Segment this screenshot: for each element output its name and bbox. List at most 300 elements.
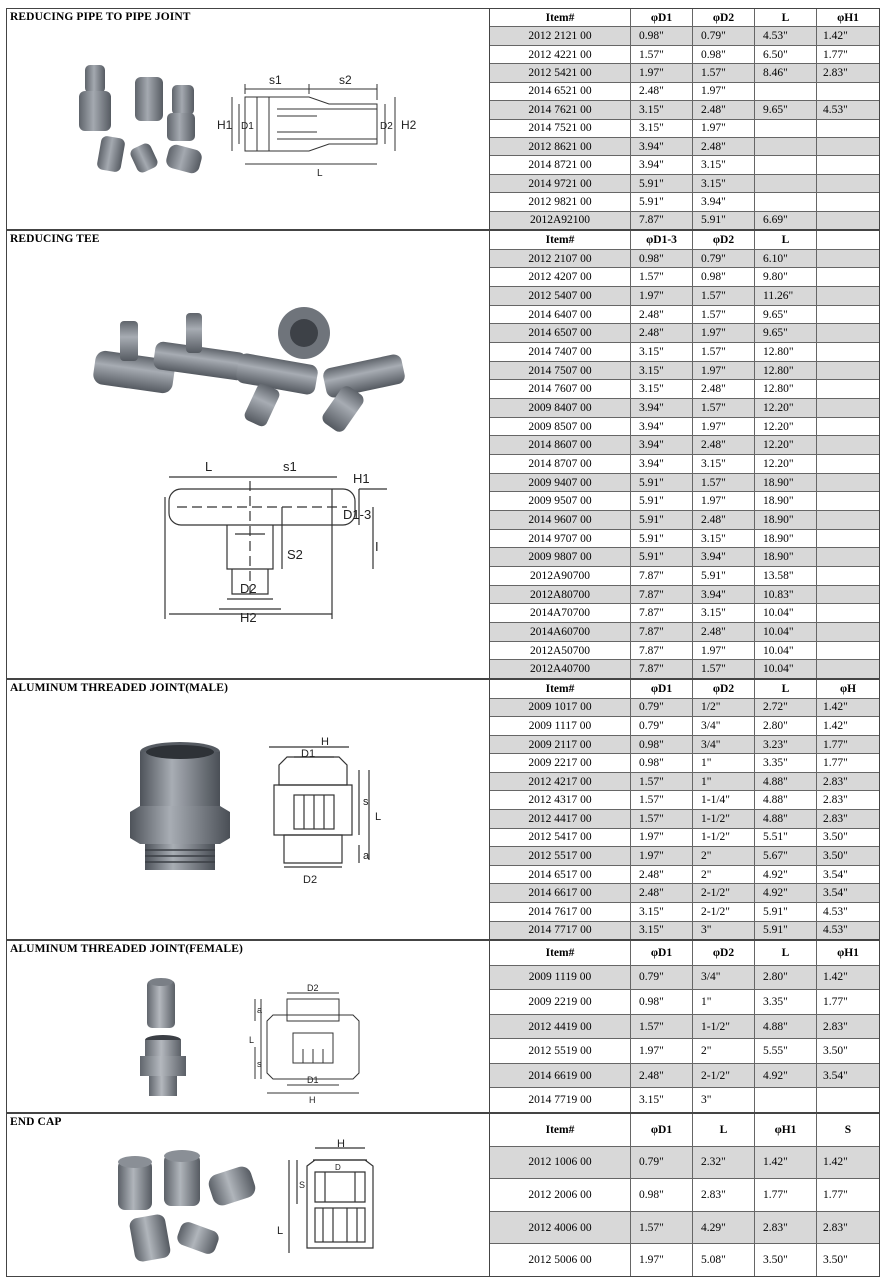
spec-cell <box>817 212 879 229</box>
table-row <box>490 866 879 885</box>
spec-cell: 1.42" <box>823 971 848 984</box>
table-header-row <box>490 231 879 250</box>
table-row <box>490 530 879 549</box>
item-number-cell: 2014 7617 00 <box>490 903 631 921</box>
item-number-cell: 2014 9607 00 <box>490 511 631 529</box>
spec-cell: 1.42" <box>823 30 848 43</box>
item-number-cell: 2012A92100 <box>490 212 631 229</box>
item-number-cell: 2014 7719 00 <box>490 1088 631 1112</box>
spec-cell: 2-1/2" <box>693 1064 755 1088</box>
dim-label-s: s <box>363 796 369 808</box>
spec-cell: 9.80" <box>755 268 817 286</box>
spec-cell <box>817 511 879 529</box>
spec-cell: 13.58" <box>755 567 817 585</box>
spec-cell: 3/4" <box>693 736 755 754</box>
item-number-cell: 2014 9707 00 <box>490 530 631 548</box>
column-header: L <box>755 941 817 965</box>
section-aluminum-female <box>6 940 880 1113</box>
spec-cell: 2.48" <box>631 884 693 902</box>
spec-cell: 1.57" <box>631 1015 693 1039</box>
item-number-cell: 2009 8407 00 <box>490 399 631 417</box>
spec-cell: 1.42" <box>823 701 848 714</box>
column-header: φH <box>839 682 857 695</box>
spec-cell: 1.57" <box>631 773 693 791</box>
spec-cell: 2.83" <box>755 1212 817 1244</box>
spec-cell: 1-1/4" <box>693 791 755 809</box>
item-number-cell: 2014 9721 00 <box>490 175 631 192</box>
spec-cell: 1.77" <box>755 1179 817 1211</box>
spec-cell: 10.04" <box>755 660 817 678</box>
spec-cell: 1.57" <box>693 399 755 417</box>
item-number-cell: 2012 4207 00 <box>490 268 631 286</box>
spec-cell: 1.97" <box>693 492 755 510</box>
item-number-cell: 2009 9807 00 <box>490 548 631 566</box>
table-row <box>490 306 879 325</box>
item-number-cell: 2009 1119 00 <box>490 966 631 990</box>
column-header: φH1 <box>837 11 859 24</box>
item-number-cell: 2012 5407 00 <box>490 287 631 305</box>
spec-cell <box>817 642 879 660</box>
spec-cell: 2.48" <box>631 324 693 342</box>
spec-cell: 1.57" <box>693 306 755 324</box>
spec-cell: 3.94" <box>693 586 755 604</box>
spec-cell: 5.91" <box>631 511 693 529</box>
item-number-cell: 2009 1117 00 <box>490 717 631 735</box>
spec-cell <box>755 120 817 137</box>
spec-cell: 3.54" <box>823 887 848 900</box>
spec-cell: 2.83" <box>823 775 848 788</box>
table-row <box>490 343 879 362</box>
dimension-diagram <box>275 1138 385 1268</box>
spec-cell: 3.54" <box>823 1069 848 1082</box>
item-number-cell: 2014 8607 00 <box>490 436 631 454</box>
spec-cell: 1-1/2" <box>693 829 755 847</box>
spec-cell: 18.90" <box>755 511 817 529</box>
spec-cell: 9.65" <box>755 306 817 324</box>
item-number-cell: 2014 7717 00 <box>490 922 631 940</box>
section-title: ALUMINUM THREADED JOINT(FEMALE) <box>10 943 243 955</box>
table-row <box>490 548 879 567</box>
dim-label-d1: D1 <box>301 748 316 760</box>
spec-cell: 3.15" <box>693 530 755 548</box>
spec-cell: 5.91" <box>631 530 693 548</box>
spec-cell: 12.20" <box>755 436 817 454</box>
spec-cell: 4.92" <box>755 866 817 884</box>
column-header: φD2 <box>693 680 755 698</box>
spec-cell: 7.87" <box>631 212 693 229</box>
spec-cell: 0.98" <box>631 1179 693 1211</box>
item-number-cell: 2012A40700 <box>490 660 631 678</box>
spec-cell: 3.23" <box>755 736 817 754</box>
spec-cell: 2.48" <box>693 436 755 454</box>
column-header: φD1 <box>631 1114 693 1146</box>
item-number-cell: 2009 2217 00 <box>490 754 631 772</box>
section-title: ALUMINUM THREADED JOINT(MALE) <box>10 682 228 694</box>
spec-cell: 3.15" <box>693 175 755 192</box>
dim-label-d1: D1 <box>241 121 254 132</box>
spec-cell: 1.97" <box>631 64 693 81</box>
spec-cell: 10.04" <box>755 604 817 622</box>
spec-cell <box>755 156 817 173</box>
table-row <box>490 101 879 119</box>
dimension-diagram <box>259 735 389 895</box>
table-row <box>490 717 879 736</box>
spec-cell: 2.48" <box>693 138 755 155</box>
item-number-cell: 2012A90700 <box>490 567 631 585</box>
column-header: φH1 <box>837 946 859 959</box>
section-illustration <box>7 231 490 678</box>
spec-cell <box>817 436 879 454</box>
item-number-cell: 2014 6507 00 <box>490 324 631 342</box>
table-row <box>490 156 879 174</box>
item-number-cell: 2012 4006 00 <box>490 1212 631 1244</box>
table-row <box>490 380 879 399</box>
spec-cell: 3.94" <box>693 548 755 566</box>
item-number-cell: 2009 8507 00 <box>490 418 631 436</box>
spec-cell <box>755 83 817 100</box>
table-row <box>490 436 879 455</box>
column-header: Item# <box>490 680 631 698</box>
item-number-cell: 2014 7621 00 <box>490 101 631 118</box>
table-row <box>490 399 879 418</box>
spec-cell <box>817 623 879 641</box>
table-row <box>490 736 879 755</box>
spec-cell: 3.94" <box>693 193 755 210</box>
column-header: Item# <box>490 9 631 26</box>
item-number-cell: 2014A70700 <box>490 604 631 622</box>
spec-cell: 1.77" <box>823 48 848 61</box>
spec-cell: 2-1/2" <box>693 884 755 902</box>
item-number-cell: 2014 6407 00 <box>490 306 631 324</box>
spec-cell: 2.80" <box>755 717 817 735</box>
spec-cell: 0.79" <box>631 966 693 990</box>
dim-label-d2: D2 <box>380 121 393 132</box>
spec-cell: 1.57" <box>693 64 755 81</box>
spec-cell: 1-1/2" <box>693 1015 755 1039</box>
spec-cell: 3.15" <box>631 120 693 137</box>
spec-cell: 2.48" <box>693 380 755 398</box>
dim-label-a: a <box>363 850 370 862</box>
table-row <box>490 175 879 193</box>
spec-cell: 2" <box>693 866 755 884</box>
spec-cell <box>817 362 879 380</box>
spec-cell <box>817 567 879 585</box>
table-row <box>490 990 879 1015</box>
spec-cell: 12.80" <box>755 343 817 361</box>
spec-cell: 2.83" <box>823 1221 848 1234</box>
spec-cell <box>817 156 879 173</box>
table-row <box>490 791 879 810</box>
table-row <box>490 829 879 848</box>
table-row <box>490 120 879 138</box>
column-header: Item# <box>490 231 631 249</box>
table-row <box>490 324 879 343</box>
spec-cell <box>817 492 879 510</box>
table-row <box>490 754 879 773</box>
section-title: END CAP <box>10 1116 62 1128</box>
spec-cell: 3/4" <box>693 717 755 735</box>
table-row <box>490 27 879 45</box>
dim-label-d2: D2 <box>307 983 319 993</box>
spec-cell: 11.26" <box>755 287 817 305</box>
spec-cell <box>817 586 879 604</box>
spec-cell <box>817 455 879 473</box>
spec-cell: 3.15" <box>693 156 755 173</box>
spec-cell: 1.97" <box>693 418 755 436</box>
spec-table <box>490 231 879 678</box>
item-number-cell: 2012A50700 <box>490 642 631 660</box>
spec-cell: 1.42" <box>823 1156 848 1169</box>
item-number-cell: 2014A60700 <box>490 623 631 641</box>
dim-label-a: a <box>257 1005 263 1015</box>
spec-cell: 1.97" <box>631 1039 693 1063</box>
spec-cell: 12.20" <box>755 455 817 473</box>
spec-cell: 3" <box>693 922 755 940</box>
dim-label-l: L <box>375 811 382 823</box>
spec-cell: 3.54" <box>823 868 848 881</box>
dim-label-h: H <box>309 1095 316 1105</box>
spec-cell: 3.15" <box>631 101 693 118</box>
dimension-diagram <box>247 981 367 1106</box>
item-number-cell: 2012 5517 00 <box>490 847 631 865</box>
spec-cell: 8.46" <box>755 64 817 81</box>
table-row <box>490 966 879 991</box>
table-row <box>490 362 879 381</box>
table-row <box>490 623 879 642</box>
spec-cell: 6.69" <box>755 212 817 229</box>
spec-cell: 1.77" <box>823 1188 848 1201</box>
column-header <box>817 231 879 249</box>
spec-cell: 1.77" <box>823 738 848 751</box>
dim-label-d1: D1 <box>307 1075 319 1085</box>
dim-label-l: L <box>277 1225 284 1237</box>
spec-cell: 1" <box>693 990 755 1014</box>
spec-cell: 5.91" <box>755 922 817 940</box>
spec-cell: 1.97" <box>631 847 693 865</box>
dim-label-s: S <box>299 1180 306 1190</box>
table-row <box>490 250 879 269</box>
table-row <box>490 212 879 229</box>
spec-cell: 3.94" <box>631 418 693 436</box>
column-header: Item# <box>490 1114 631 1146</box>
spec-cell: 4.92" <box>755 884 817 902</box>
dim-label-l: L <box>317 168 323 179</box>
item-number-cell: 2014 8721 00 <box>490 156 631 173</box>
dim-label-s1: s1 <box>269 73 282 87</box>
spec-cell: 1-1/2" <box>693 810 755 828</box>
product-photo <box>67 59 217 189</box>
column-header: φH1 <box>755 1114 817 1146</box>
spec-cell: 2" <box>693 847 755 865</box>
spec-cell: 1.57" <box>631 1212 693 1244</box>
spec-cell: 0.98" <box>631 736 693 754</box>
spec-cell <box>817 324 879 342</box>
item-number-cell: 2012 5006 00 <box>490 1244 631 1276</box>
spec-cell: 2.48" <box>693 511 755 529</box>
table-header-row <box>490 9 879 27</box>
table-row <box>490 773 879 792</box>
spec-cell: 3.15" <box>631 903 693 921</box>
spec-cell <box>817 474 879 492</box>
spec-cell <box>817 660 879 678</box>
spec-cell: 0.79" <box>631 717 693 735</box>
spec-cell: 0.79" <box>693 250 755 268</box>
item-number-cell: 2014 7407 00 <box>490 343 631 361</box>
table-row <box>490 46 879 64</box>
spec-cell: 3.50" <box>823 1045 848 1058</box>
spec-cell: 1.57" <box>693 474 755 492</box>
section-title: REDUCING PIPE TO PIPE JOINT <box>10 11 191 23</box>
spec-table <box>490 941 879 1112</box>
item-number-cell: 2012 2121 00 <box>490 27 631 44</box>
spec-cell: 1.57" <box>693 660 755 678</box>
spec-table <box>490 1114 879 1276</box>
spec-cell: 1.57" <box>631 810 693 828</box>
table-row <box>490 810 879 829</box>
spec-cell: 1.77" <box>823 995 848 1008</box>
dim-label-h1: H1 <box>353 471 370 486</box>
dim-label-s2: S2 <box>287 547 303 562</box>
table-header-row <box>490 1114 879 1147</box>
spec-cell: 3.15" <box>631 380 693 398</box>
table-row <box>490 586 879 605</box>
section-aluminum-male <box>6 679 880 940</box>
spec-cell: 1.77" <box>823 757 848 770</box>
spec-cell: 7.87" <box>631 623 693 641</box>
spec-cell: 3.15" <box>631 922 693 940</box>
column-header: L <box>755 231 817 249</box>
spec-cell: 7.87" <box>631 586 693 604</box>
spec-cell <box>817 138 879 155</box>
spec-cell: 2.72" <box>755 699 817 717</box>
item-number-cell: 2009 2219 00 <box>490 990 631 1014</box>
item-number-cell: 2012 4217 00 <box>490 773 631 791</box>
item-number-cell: 2014 6521 00 <box>490 83 631 100</box>
spec-cell: 5.91" <box>693 567 755 585</box>
spec-cell: 4.88" <box>755 810 817 828</box>
table-row <box>490 1179 879 1212</box>
dim-label-h: H <box>337 1138 345 1150</box>
spec-cell: 9.65" <box>755 101 817 118</box>
spec-cell: 5.91" <box>631 548 693 566</box>
spec-cell <box>817 604 879 622</box>
spec-cell: 0.79" <box>693 27 755 44</box>
item-number-cell: 2014 6619 00 <box>490 1064 631 1088</box>
spec-cell: 10.04" <box>755 623 817 641</box>
table-row <box>490 64 879 82</box>
table-row <box>490 1244 879 1276</box>
column-header: Item# <box>490 941 631 965</box>
section-title: REDUCING TEE <box>10 233 100 245</box>
spec-cell <box>817 287 879 305</box>
spec-cell <box>817 268 879 286</box>
spec-cell: 0.79" <box>631 699 693 717</box>
spec-cell: 1.97" <box>631 1244 693 1276</box>
table-header-row <box>490 680 879 699</box>
spec-cell <box>817 120 879 137</box>
item-number-cell: 2009 9507 00 <box>490 492 631 510</box>
spec-cell: 2.80" <box>755 966 817 990</box>
spec-cell: 10.04" <box>755 642 817 660</box>
table-row <box>490 660 879 678</box>
spec-cell: 1.57" <box>631 46 693 63</box>
spec-cell: 5.91" <box>755 903 817 921</box>
spec-cell: 4.88" <box>755 773 817 791</box>
spec-cell: 2.48" <box>631 83 693 100</box>
item-number-cell: 2012 4419 00 <box>490 1015 631 1039</box>
spec-cell: 0.98" <box>631 250 693 268</box>
spec-cell <box>817 418 879 436</box>
spec-cell: 5.55" <box>755 1039 817 1063</box>
table-row <box>490 847 879 866</box>
table-row <box>490 418 879 437</box>
spec-table <box>490 680 879 939</box>
spec-cell: 7.87" <box>631 567 693 585</box>
dim-label-d: D <box>335 1163 341 1172</box>
column-header: φD1 <box>631 9 693 26</box>
item-number-cell: 2014 6517 00 <box>490 866 631 884</box>
spec-cell <box>817 83 879 100</box>
item-number-cell: 2014 8707 00 <box>490 455 631 473</box>
dim-label-i: I <box>375 539 379 554</box>
spec-cell <box>755 138 817 155</box>
spec-cell <box>817 250 879 268</box>
column-header: L <box>693 1114 755 1146</box>
spec-cell: 4.53" <box>755 27 817 44</box>
spec-cell: 3.15" <box>631 362 693 380</box>
spec-cell <box>817 193 879 210</box>
spec-cell: 0.79" <box>631 1147 693 1179</box>
spec-cell: 0.98" <box>693 268 755 286</box>
spec-cell: 1.57" <box>631 791 693 809</box>
spec-cell: 5.91" <box>631 175 693 192</box>
table-row <box>490 1147 879 1180</box>
spec-cell: 4.92" <box>755 1064 817 1088</box>
dim-label-h2: H2 <box>240 610 257 624</box>
spec-cell: 7.87" <box>631 604 693 622</box>
product-photo <box>92 303 412 453</box>
spec-cell: 12.20" <box>755 399 817 417</box>
spec-cell: 12.20" <box>755 418 817 436</box>
spec-cell: 0.98" <box>631 27 693 44</box>
table-row <box>490 268 879 287</box>
spec-cell: 3.35" <box>755 754 817 772</box>
table-row <box>490 903 879 922</box>
spec-table <box>490 9 879 229</box>
table-row <box>490 922 879 940</box>
spec-cell: 5.51" <box>755 829 817 847</box>
spec-cell: 5.91" <box>631 492 693 510</box>
spec-cell: 3.94" <box>631 455 693 473</box>
spec-cell <box>817 1088 879 1112</box>
item-number-cell: 2012 9821 00 <box>490 193 631 210</box>
spec-cell: 3.15" <box>693 604 755 622</box>
spec-cell: 2" <box>693 1039 755 1063</box>
section-illustration <box>7 1114 490 1276</box>
table-row <box>490 1064 879 1089</box>
spec-cell: 3.15" <box>631 343 693 361</box>
spec-cell: 5.91" <box>693 212 755 229</box>
spec-cell: 2.48" <box>631 306 693 324</box>
section-reducing-tee <box>6 230 880 679</box>
item-number-cell: 2012 4221 00 <box>490 46 631 63</box>
dim-label-h: H <box>321 736 329 748</box>
spec-cell: 3.15" <box>693 455 755 473</box>
product-photo <box>135 976 190 1101</box>
item-number-cell: 2009 2117 00 <box>490 736 631 754</box>
column-header: L <box>755 9 817 26</box>
product-photo <box>112 1150 272 1270</box>
